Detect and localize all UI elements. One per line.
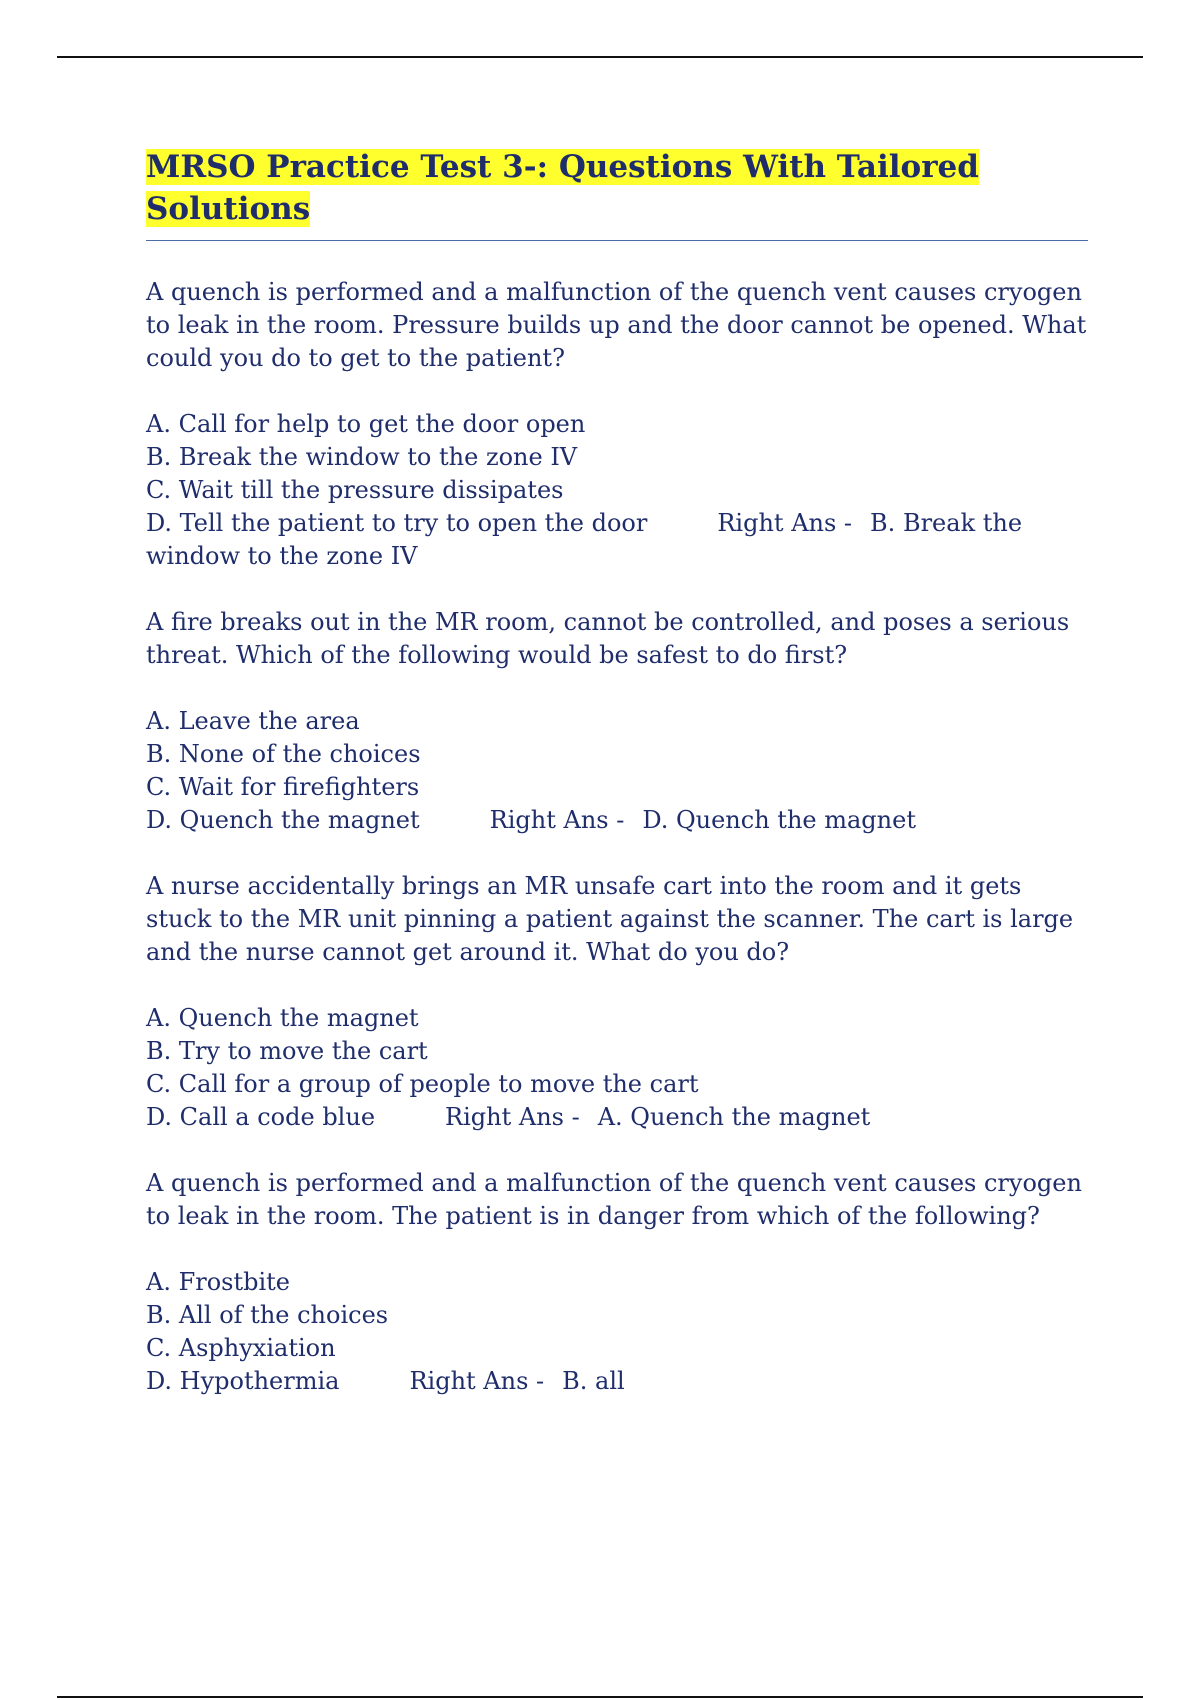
option-d: D. Tell the patient to try to open the door bbox=[146, 509, 648, 537]
option-d: D. Call a code blue bbox=[146, 1103, 376, 1131]
option-d-with-answer bbox=[146, 507, 1088, 573]
question-options bbox=[146, 1266, 1088, 1398]
option-b: B. All of the choices bbox=[146, 1301, 389, 1329]
question-2 bbox=[146, 606, 1088, 837]
title-highlight: MRSO Practice Test 3-: Questions With Tailored Solutions bbox=[146, 149, 979, 227]
answer-text: A. Quench the magnet bbox=[597, 1103, 871, 1131]
option-b: B. Break the window to the zone IV bbox=[146, 443, 578, 471]
option-c: C. Asphyxiation bbox=[146, 1334, 336, 1362]
question-prompt: A fire breaks out in the MR room, cannot be controlled, and poses a serious threat. Which of the following would be safest to do first? bbox=[146, 608, 1070, 669]
answer-text: B. all bbox=[562, 1367, 625, 1395]
option-a: A. Quench the magnet bbox=[146, 1004, 419, 1032]
option-d: D. Quench the magnet bbox=[146, 806, 420, 834]
option-c: C. Wait for firefighters bbox=[146, 773, 420, 801]
question-options bbox=[146, 705, 1088, 837]
question-options bbox=[146, 408, 1088, 573]
option-b: B. None of the choices bbox=[146, 740, 421, 768]
question-options bbox=[146, 1002, 1088, 1134]
question-prompt: A nurse accidentally brings an MR unsafe cart into the room and it gets stuck to the MR unit pinning a patient against the scanner. The cart is large and the nurse cannot get around it. What do you do? bbox=[146, 872, 1074, 966]
option-b: B. Try to move the cart bbox=[146, 1037, 428, 1065]
question-4 bbox=[146, 1167, 1088, 1398]
answer-text: D. Quench the magnet bbox=[642, 806, 916, 834]
question-prompt: A quench is performed and a malfunction of the quench vent causes cryogen to leak in the room. The patient is in danger from which of the following? bbox=[146, 1169, 1082, 1230]
option-d-with-answer bbox=[146, 1365, 1088, 1398]
answer-label: Right Ans - bbox=[409, 1367, 545, 1395]
page-top-rule bbox=[57, 56, 1143, 58]
answer-label: Right Ans - bbox=[489, 806, 625, 834]
option-a: A. Call for help to get the door open bbox=[146, 410, 586, 438]
option-d: D. Hypothermia bbox=[146, 1367, 340, 1395]
question-prompt: A quench is performed and a malfunction of the quench vent causes cryogen to leak in the room. Pressure builds up and the door cannot be opened. What could you do to get to the patient? bbox=[146, 278, 1087, 372]
document-title bbox=[146, 146, 1088, 230]
option-d-with-answer bbox=[146, 1101, 1088, 1134]
option-a: A. Leave the area bbox=[146, 707, 360, 735]
answer-text: B. Break the window to the zone IV bbox=[146, 509, 1023, 570]
option-c: C. Call for a group of people to move the cart bbox=[146, 1070, 699, 1098]
page-bottom-rule bbox=[57, 1696, 1143, 1698]
question-1 bbox=[146, 276, 1088, 573]
option-c: C. Wait till the pressure dissipates bbox=[146, 476, 564, 504]
option-d-with-answer bbox=[146, 804, 1088, 837]
document-body bbox=[146, 146, 1088, 1398]
option-a: A. Frostbite bbox=[146, 1268, 291, 1296]
question-3 bbox=[146, 870, 1088, 1134]
answer-label: Right Ans - bbox=[445, 1103, 580, 1131]
answer-label: Right Ans - bbox=[717, 509, 853, 537]
